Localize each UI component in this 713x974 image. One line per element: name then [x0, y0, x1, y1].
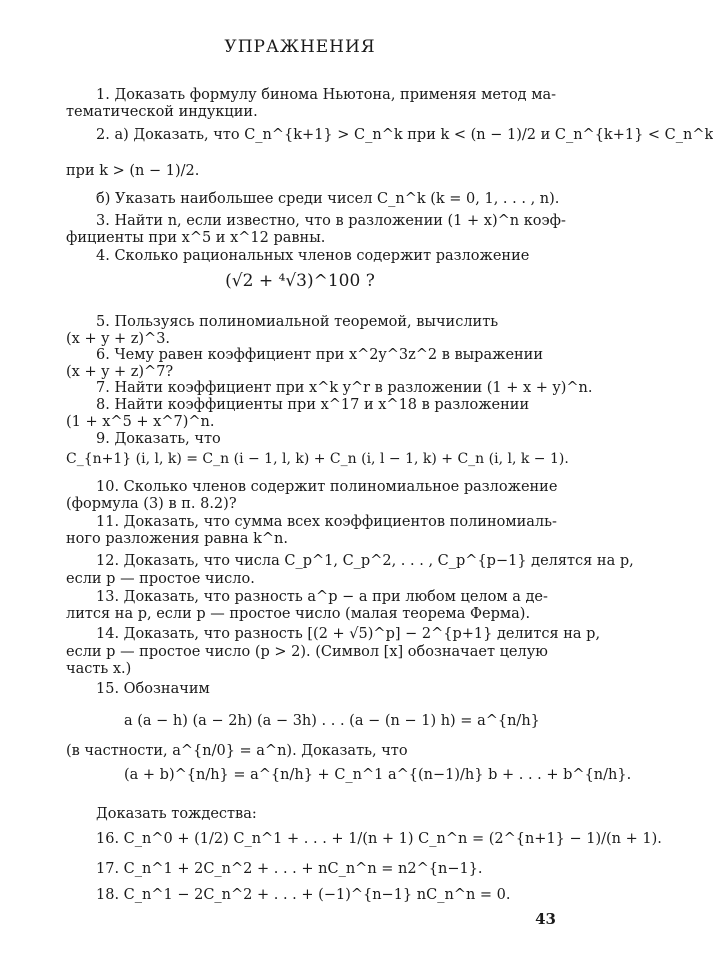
- line-23: 12. Доказать, что числа C_p^1, C_p^2, . . . , C_p^{p−1} делятся на p,: [96, 553, 634, 569]
- line-10: 5. Пользуясь полиномиальной теоремой, вычислить: [96, 314, 499, 330]
- formula-4: (√2 + ⁴√3)^100 ?: [225, 271, 375, 291]
- line-17: 9. Доказать, что: [96, 431, 221, 447]
- formula-16: 16. C_n^0 + (1/2) C_n^1 + . . . + 1/(n + 1) C_n^n = (2^{n+1} − 1)/(n + 1).: [96, 831, 662, 847]
- line-7: фициенты при x^5 и x^12 равны.: [66, 230, 326, 246]
- page-number: 43: [535, 910, 556, 928]
- line-5: б) Указать наибольшее среди чисел C_n^k (k = 0, 1, . . . , n).: [96, 191, 560, 207]
- line-24: если p — простое число.: [66, 571, 255, 587]
- line-28: если p — простое число (p > 2). (Символ [x] обозначает целую: [66, 644, 548, 660]
- line-6: 3. Найти n, если известно, что в разложении (1 + x)^n коэф-: [96, 213, 566, 229]
- line-12: 6. Чему равен коэффициент при x^2y^3z^2 в выражении: [96, 347, 544, 363]
- formula-15a: a (a − h) (a − 2h) (a − 3h) . . . (a − (n − 1) h) = a^{n/h}: [124, 713, 540, 729]
- line-29: часть x.): [66, 661, 132, 677]
- line-20: (формула (3) в п. 8.2)?: [66, 496, 237, 512]
- line-27: 14. Доказать, что разность [(2 + √5)^p] − 2^{p+1} делится на p,: [96, 626, 601, 642]
- formula-18: 18. C_n^1 − 2C_n^2 + . . . + (−1)^{n−1} nC_n^n = 0.: [96, 887, 511, 903]
- line-30: 15. Обозначим: [96, 681, 210, 697]
- line-1: 1. Доказать формулу бинома Ньютона, применяя метод ма-: [96, 87, 557, 103]
- line-3: 2. а) Доказать, что C_n^{k+1} > C_n^k при k < (n − 1)/2 и C_n^{k+1} < C_n^k: [96, 127, 713, 143]
- line-26: лится на p, если p — простое число (малая теорема Ферма).: [66, 606, 531, 622]
- line-4: при k > (n − 1)/2.: [66, 163, 200, 179]
- line-11: (x + y + z)^3.: [66, 331, 171, 347]
- line-8: 4. Сколько рациональных членов содержит разложение: [96, 248, 530, 264]
- section-title: УПРАЖНЕНИЯ: [224, 37, 376, 57]
- line-2: тематической индукции.: [66, 104, 258, 120]
- line-13: (x + y + z)^7?: [66, 364, 174, 380]
- line-21: 11. Доказать, что сумма всех коэффициентов полиномиаль-: [96, 514, 557, 530]
- formula-9: C_{n+1} (i, l, k) = C_n (i − 1, l, k) + C_n (i, l − 1, k) + C_n (i, l, k − 1).: [66, 451, 569, 467]
- line-16: (1 + x^5 + x^7)^n.: [66, 414, 215, 430]
- line-22: ного разложения равна k^n.: [66, 531, 289, 547]
- line-19: 10. Сколько членов содержит полиномиальное разложение: [96, 479, 558, 495]
- formula-17: 17. C_n^1 + 2C_n^2 + . . . + nC_n^n = n2^{n−1}.: [96, 861, 483, 877]
- line-34: Доказать тождества:: [96, 806, 257, 822]
- line-25: 13. Доказать, что разность a^p − a при любом целом a де-: [96, 589, 548, 605]
- formula-15b: (a + b)^{n/h} = a^{n/h} + C_n^1 a^{(n−1)/h} b + . . . + b^{n/h}.: [124, 767, 632, 783]
- line-15: 8. Найти коэффициенты при x^17 и x^18 в разложении: [96, 397, 530, 413]
- line-14: 7. Найти коэффициент при x^k y^r в разложении (1 + x + y)^n.: [96, 380, 593, 396]
- line-32: (в частности, a^{n/0} = a^n). Доказать, что: [66, 743, 408, 759]
